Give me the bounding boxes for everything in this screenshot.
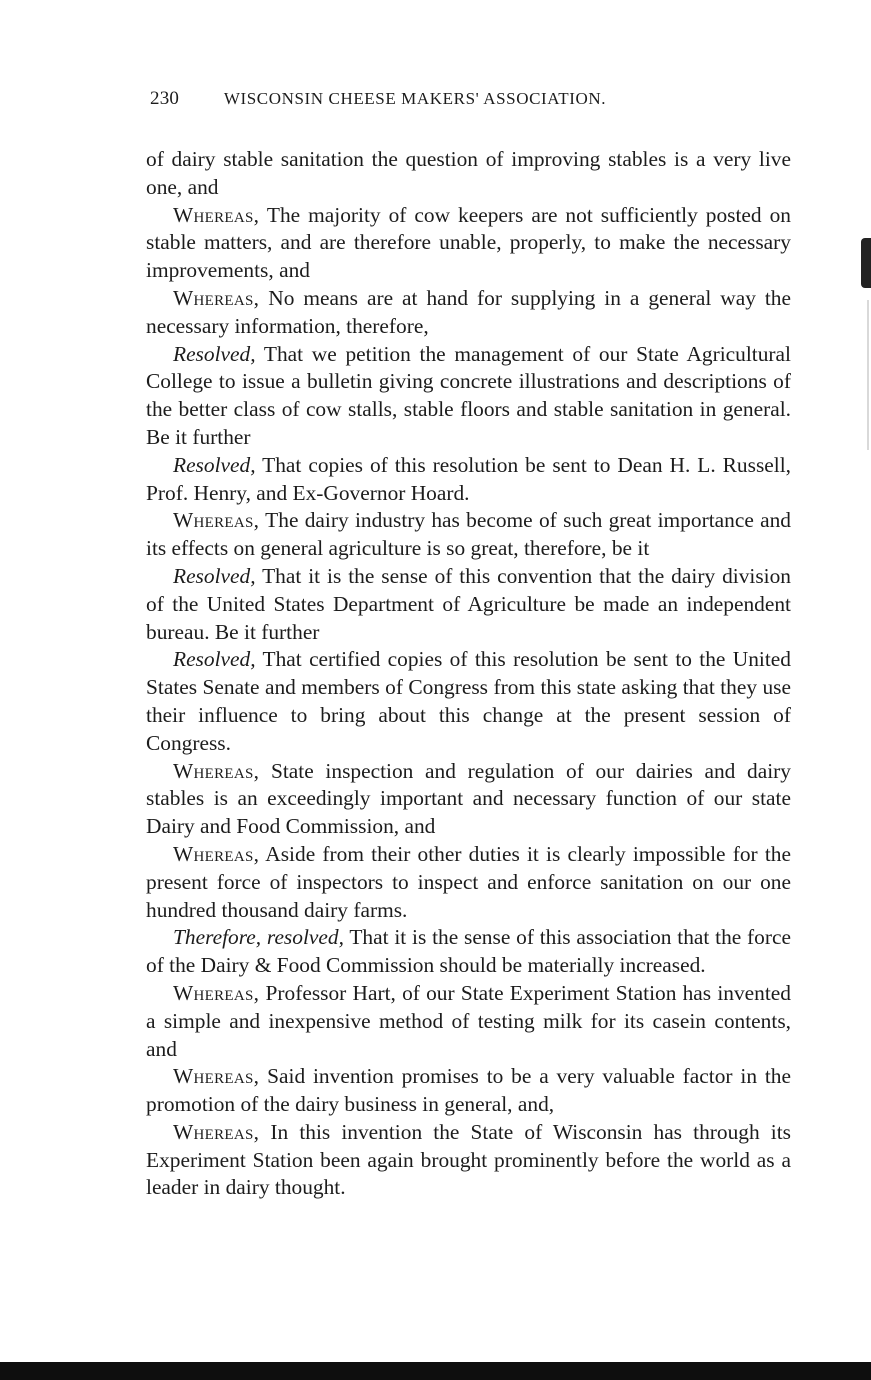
paragraph-whereas: [146, 1063, 791, 1119]
scan-edge-mark: [861, 238, 871, 288]
paragraph-text: That certified copies of this resolution be sent to the United States Senate and members of Congress from this state asking that they use their influence to bring about this change at the present session of Congress.: [146, 647, 791, 755]
paragraph-text: That we petition the management of our State Agricultural College to issue a bulletin giving concrete illustrations and descriptions of the better class of cow stalls, stable floors and stable sanitation in general. Be it further: [146, 341, 791, 449]
paragraph-lead: Therefore, resolved,: [173, 925, 344, 950]
page-header: [150, 88, 710, 110]
paragraph-text: of dairy stable sanitation the question of improving stables is a very live one, and: [146, 147, 791, 199]
paragraph-whereas: [146, 507, 791, 563]
paragraph-text: No means are at hand for supplying in a general way the necessary information, therefore,: [146, 285, 791, 338]
paragraph-resolved: [146, 646, 791, 757]
paragraph-text: The dairy industry has become of such great importance and its effects on general agriculture is so great, therefore, be it: [146, 508, 791, 561]
paragraph-lead: Whereas,: [173, 758, 260, 783]
page-number: 230: [150, 88, 180, 109]
paragraph-whereas: [146, 1119, 791, 1202]
paragraph-text: That copies of this resolution be sent to Dean H. L. Russell, Prof. Henry, and Ex-Governor Hoard.: [146, 452, 791, 505]
paragraph-text: State inspection and regulation of our dairies and dairy stables is an exceedingly important and necessary function of our state Dairy and Food Commission, and: [146, 758, 791, 839]
paragraph-resolved: [146, 563, 791, 646]
paragraph-lead: Resolved,: [173, 647, 256, 672]
paragraph-lead: Whereas,: [173, 202, 260, 227]
paragraph-lead: Whereas,: [173, 508, 260, 533]
paragraph-whereas: [146, 758, 791, 841]
scan-edge-line: [867, 300, 869, 450]
paragraph-text: The majority of cow keepers are not sufficiently posted on stable matters, and are therefore unable, properly, to make the necessary improvements, and: [146, 202, 791, 283]
paragraph-text: Said invention promises to be a very valuable factor in the promotion of the dairy business in general, and,: [146, 1064, 791, 1117]
paragraph-lead: Resolved,: [173, 563, 256, 588]
paragraph-whereas: [146, 841, 791, 924]
paragraph-resolved: [146, 341, 791, 452]
paragraph-therefore-resolved: [146, 924, 791, 980]
paragraph-lead: Resolved,: [173, 452, 256, 477]
paragraph-text: Professor Hart, of our State Experiment Station has invented a simple and inexpensive method of testing milk for its casein contents, and: [146, 980, 791, 1061]
paragraph-resolved: [146, 452, 791, 508]
paragraph-whereas: [146, 202, 791, 285]
paragraph-lead: Whereas,: [173, 285, 260, 310]
paragraph-lead: Whereas,: [173, 1064, 260, 1089]
paragraph-text: In this invention the State of Wisconsin has through its Experiment Station been again brought prominently before the world as a leader in dairy thought.: [146, 1119, 791, 1200]
paragraph-text: That it is the sense of this association that the force of the Dairy & Food Commission should be materially increased.: [146, 925, 791, 978]
paragraph-lead: Resolved,: [173, 341, 256, 366]
paragraph-lead: Whereas,: [173, 1119, 260, 1144]
paragraph-lead: Whereas,: [173, 841, 260, 866]
scan-bottom-border: [0, 1362, 871, 1380]
running-title: WISCONSIN CHEESE MAKERS' ASSOCIATION.: [223, 89, 607, 108]
paragraph-text: Aside from their other duties it is clearly impossible for the present force of inspectors to inspect and enforce sanitation on our one hundred thousand dairy farms.: [146, 841, 791, 922]
paragraph-whereas: [146, 285, 791, 341]
paragraph-text: That it is the sense of this convention that the dairy division of the United States Department of Agriculture be made an independent bureau. Be it further: [146, 563, 791, 644]
paragraph-lead: Whereas,: [173, 980, 260, 1005]
body-text: [146, 146, 791, 1202]
paragraph-continuation: [146, 146, 791, 202]
paragraph-whereas: [146, 980, 791, 1063]
